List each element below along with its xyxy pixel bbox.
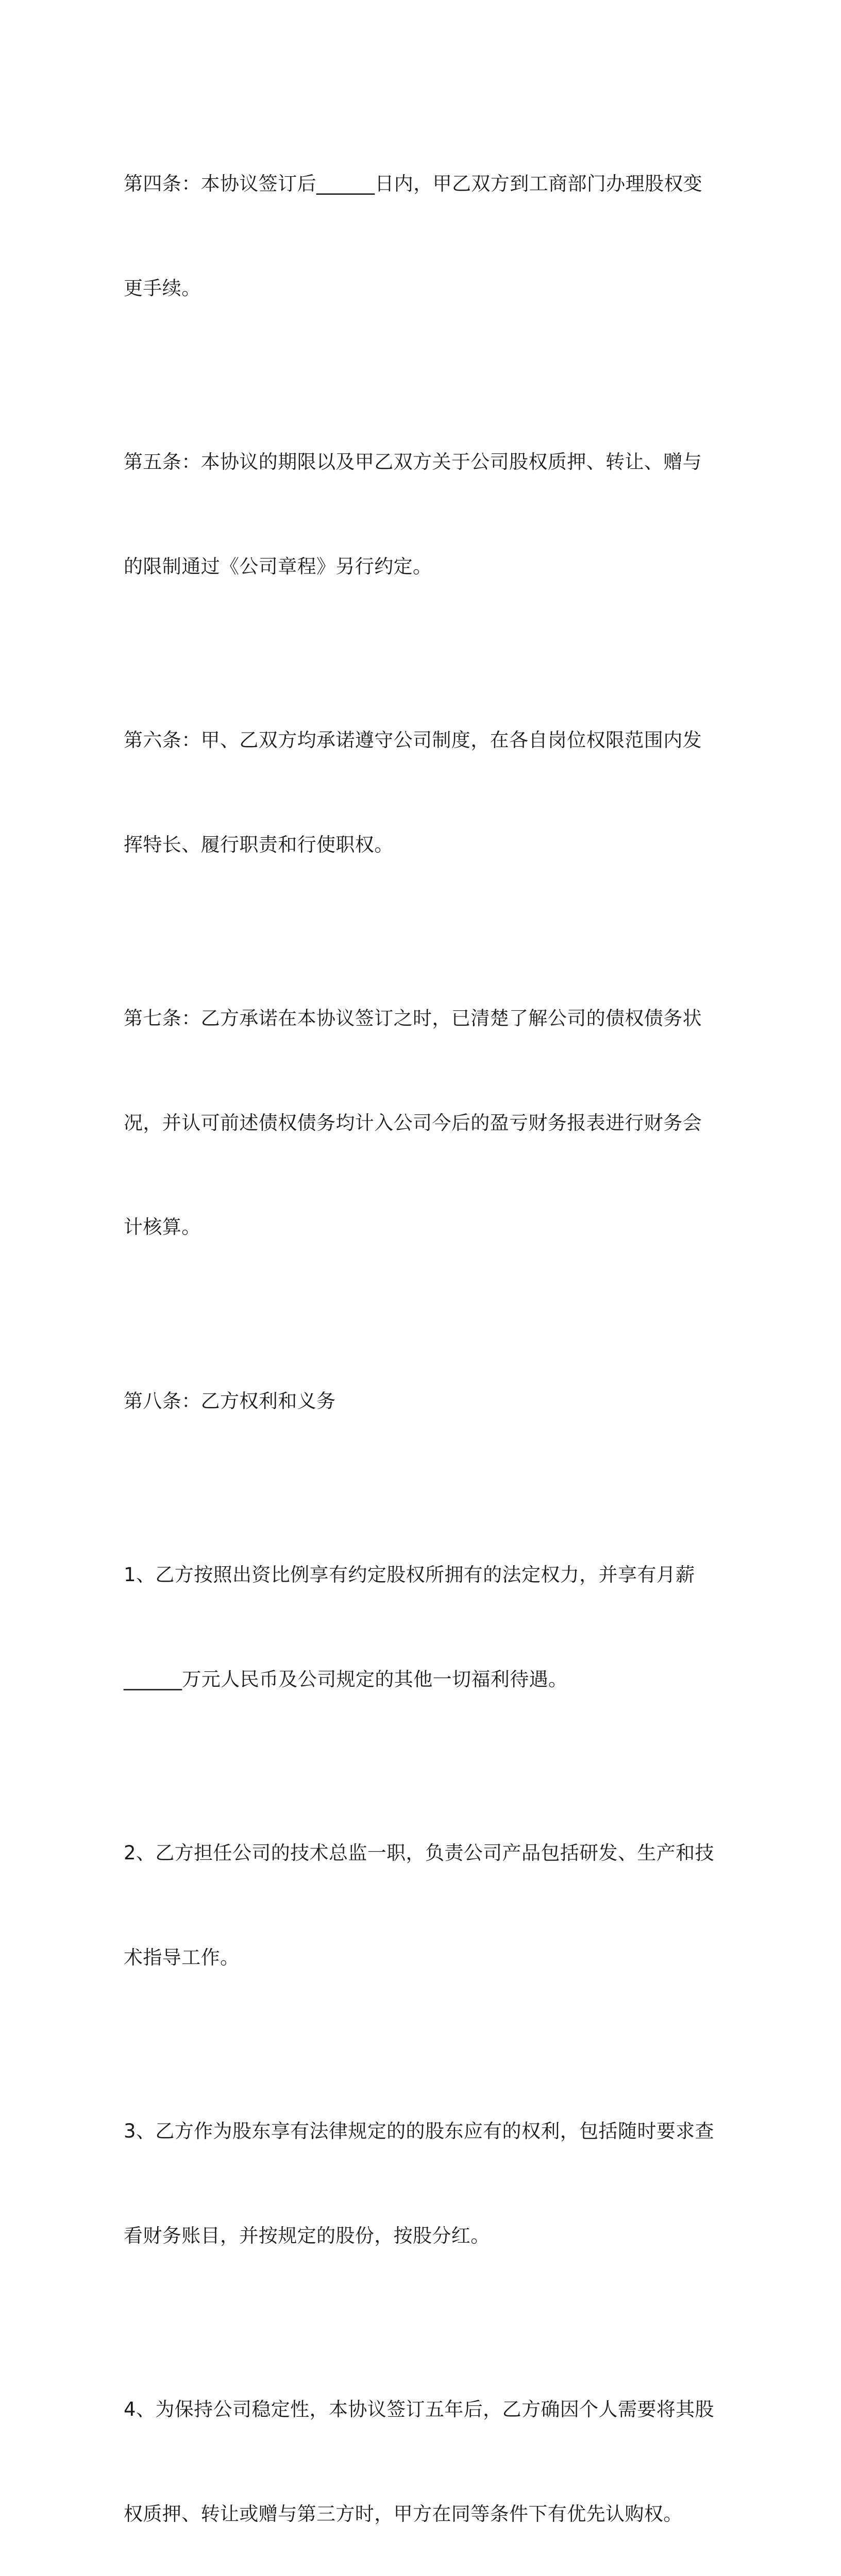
text-line: 更手续。 bbox=[124, 277, 201, 299]
clause-8-item-2 bbox=[124, 1766, 716, 2044]
text-line: 第四条：本协议签订后______日内，甲乙双方到工商部门办理股权变 bbox=[124, 173, 703, 195]
text-line: 第七条：乙方承诺在本协议签订之时，已清楚了解公司的债权债务状 bbox=[124, 1007, 702, 1029]
text-line: 的限制通过《公司章程》另行约定。 bbox=[124, 555, 432, 578]
clause-8-item-4 bbox=[124, 2323, 716, 2576]
document-body bbox=[124, 97, 716, 2576]
text-line: 挥特长、履行职责和行使职权。 bbox=[124, 833, 394, 856]
text-line: ______万元人民币及公司规定的其他一切福利待遇。 bbox=[124, 1668, 568, 1690]
clause-7 bbox=[124, 931, 716, 1314]
text-line: 2、乙方担任公司的技术总监一职，负责公司产品包括研发、生产和技 bbox=[124, 1842, 714, 1864]
text-line: 术指导工作。 bbox=[124, 1946, 240, 1969]
text-line: 看财务账目，并按规定的股份，按股分红。 bbox=[124, 2224, 490, 2247]
clause-4 bbox=[124, 97, 716, 375]
text-line: 况，并认可前述债权债务均计入公司今后的盈亏财务报表进行财务会 bbox=[124, 1111, 702, 1134]
clause-8-heading bbox=[124, 1314, 716, 1488]
text-line: 第八条：乙方权利和义务 bbox=[124, 1389, 336, 1412]
text-line: 4、为保持公司稳定性，本协议签订五年后，乙方确因个人需要将其股 bbox=[124, 2398, 714, 2420]
text-line: 权质押、转让或赠与第三方时，甲方在同等条件下有优先认购权。 bbox=[124, 2502, 683, 2525]
text-line: 1、乙方按照出资比例享有约定股权所拥有的法定权力，并享有月薪 bbox=[124, 1564, 695, 1586]
clause-8-item-1 bbox=[124, 1488, 716, 1766]
clause-8-item-3 bbox=[124, 2044, 716, 2323]
text-line: 计核算。 bbox=[124, 1216, 201, 1238]
text-line: 第六条：甲、乙双方均承诺遵守公司制度，在各自岗位权限范围内发 bbox=[124, 729, 702, 751]
text-line: 第五条：本协议的期限以及甲乙双方关于公司股权质押、转让、赠与 bbox=[124, 451, 702, 473]
clause-6 bbox=[124, 653, 716, 931]
clause-5 bbox=[124, 375, 716, 653]
text-line: 3、乙方作为股东享有法律规定的的股东应有的权利，包括随时要求查 bbox=[124, 2120, 714, 2142]
